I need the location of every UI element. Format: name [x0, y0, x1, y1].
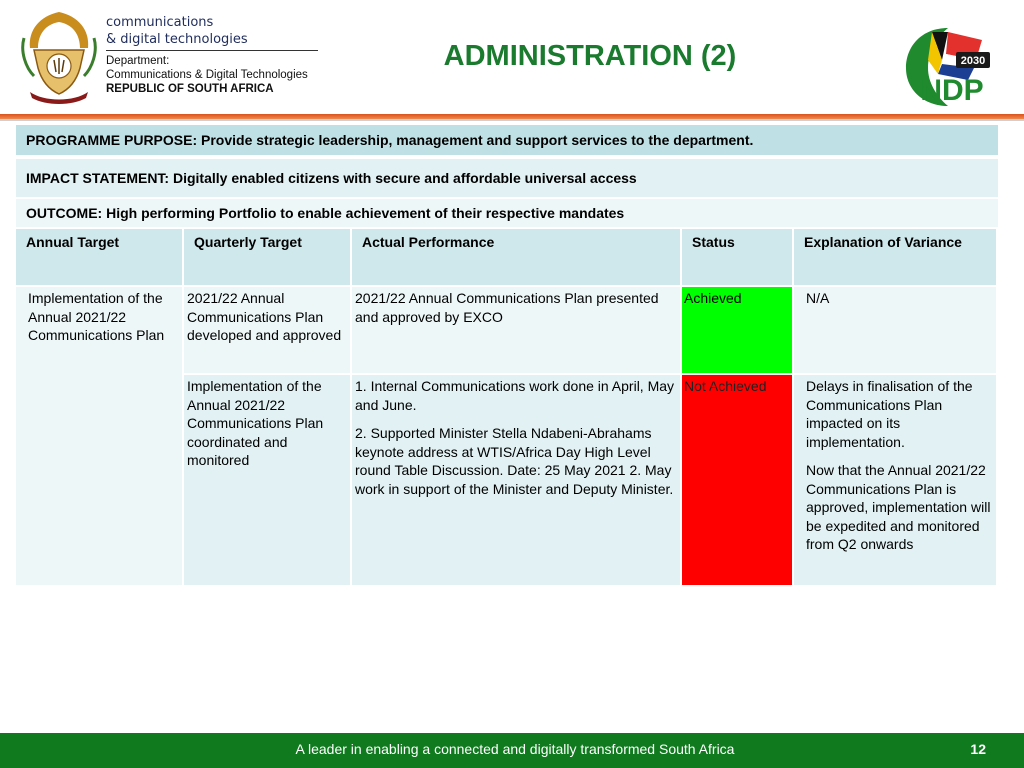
- slide-footer: [0, 733, 1024, 768]
- page-number: 12: [970, 741, 986, 757]
- dept-line1: communications: [106, 15, 214, 30]
- header-status: Status: [682, 229, 794, 287]
- dept-label: Department:: [106, 55, 170, 67]
- impact-statement-bar: IMPACT STATEMENT: Digitally enabled citizens with secure and affordable universal access: [16, 159, 998, 197]
- actual-performance-cell: [352, 375, 682, 587]
- header-actual-performance: Actual Performance: [352, 229, 682, 287]
- variance-text: Delays in finalisation of the Communications Plan impacted on its implementation.: [806, 378, 973, 450]
- header-quarterly-target: Quarterly Target: [184, 229, 352, 287]
- ndp-2030-logo: [902, 24, 994, 110]
- annual-target-cell: Implementation of the Annual 2021/22 Communications Plan: [16, 287, 184, 587]
- department-details: [106, 54, 336, 96]
- outcome-bar: OUTCOME: High performing Portfolio to enable achievement of their respective mandates: [16, 199, 998, 227]
- coat-of-arms-logo: [20, 8, 98, 106]
- actual-performance-text: 1. Internal Communications work done in April, May and June.: [355, 378, 675, 413]
- table-header-row: [16, 229, 998, 287]
- programme-purpose-bar: PROGRAMME PURPOSE: Provide strategic leadership, management and support services to the department.: [16, 125, 998, 155]
- header-annual-target: Annual Target: [16, 229, 184, 287]
- actual-performance-cell: [352, 287, 682, 375]
- ndp-year: 2030: [960, 55, 986, 67]
- actual-performance-text: 2021/22 Annual Communications Plan presented and approved by EXCO: [355, 290, 659, 325]
- dept-line2: & digital technologies: [106, 32, 248, 47]
- country-name: REPUBLIC OF SOUTH AFRICA: [106, 83, 274, 95]
- quarterly-target-cell: Implementation of the Annual 2021/22 Communications Plan coordinated and monitored: [184, 375, 352, 587]
- variance-cell: [794, 287, 998, 375]
- actual-performance-text: 2. Supported Minister Stella Ndabeni-Abrahams keynote address at WTIS/Africa Day High Level round Table Discussion. Date: 25 May 2021 2. May work in support of the Minister and Deputy Minister.: [355, 425, 674, 497]
- header-gray-rule: [0, 119, 1024, 121]
- status-achieved-cell: Achieved: [682, 287, 794, 375]
- variance-text: N/A: [806, 290, 830, 306]
- slide-header: [0, 0, 1024, 116]
- status-not-achieved-cell: Not Achieved: [682, 375, 794, 587]
- variance-cell: [794, 375, 998, 587]
- footer-slogan: A leader in enabling a connected and digitally transformed South Africa: [295, 741, 735, 757]
- dept-name: Communications & Digital Technologies: [106, 69, 308, 81]
- header-explanation-of-variance: Explanation of Variance: [794, 229, 998, 287]
- department-wordmark: [106, 14, 318, 48]
- ndp-wordmark: NDP: [920, 74, 984, 107]
- table-row: [16, 287, 998, 375]
- performance-table: [16, 229, 998, 587]
- slide-title: ADMINISTRATION (2): [443, 40, 737, 72]
- dept-divider: [106, 50, 318, 51]
- quarterly-target-cell: 2021/22 Annual Communications Plan developed and approved: [184, 287, 352, 375]
- variance-text: Now that the Annual 2021/22 Communications Plan is approved, implementation will be expedited and monitored from Q2 onwards: [806, 462, 991, 552]
